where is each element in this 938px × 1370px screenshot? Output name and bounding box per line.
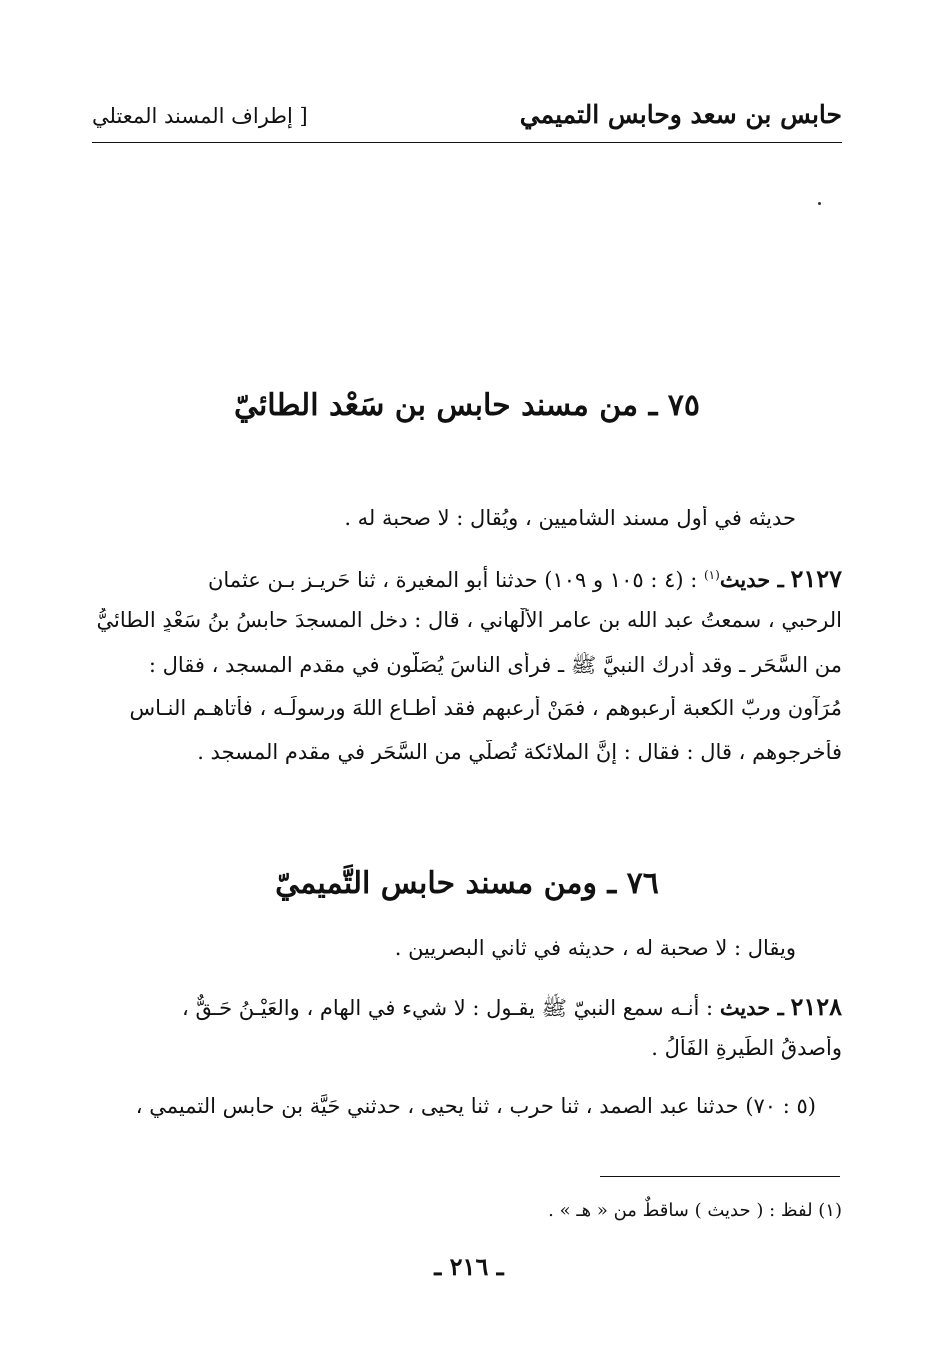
footnote: (١) لفظ : ( حديث ) ساقطٌ من « هـ » .: [548, 1200, 842, 1221]
hadith-2128-line-1: [92, 992, 842, 1026]
hadith-text: : أنـه سمع النبيّ ﷺ يقـول : لا شيء في الهام ، والعَيْـنُ حَـقٌّ ،: [182, 996, 720, 1020]
isnad-line: (٥ : ٧٠) حدثنا عبد الصمد ، ثنا حرب ، ثنا يحيى ، حدثني حَيَّة بن حابس التميمي ،: [135, 1094, 816, 1118]
section-76-title: ٧٦ ـ ومن مسند حابس التَّميميّ: [275, 866, 659, 901]
speck-mark: [818, 202, 821, 205]
hadith-2127-line-2: الرحبي ، سمعتُ عبد الله بن عامر الألْهاني ، قال : دخل المسجدَ حابسُ بنُ سَعْدٍ الطائيُّ: [96, 608, 842, 632]
hadith-keyword: ـ حديث: [719, 567, 784, 592]
header-title-right: حابس بن سعد وحابس التميمي: [519, 100, 842, 129]
footnote-rule: [600, 1176, 840, 1177]
hadith-keyword: ـ حديث: [719, 995, 784, 1020]
hadith-text: : (٤ : ١٠٥ و ١٠٩) حدثنا أبو المغيرة ، ثنا حَريـز بـن عثمان: [207, 568, 704, 592]
hadith-2127-line-5: فأخرجوهم ، قال : فقال : إنَّ الملائكة تُصلّي من السَّحَر في مقدم المسجد .: [197, 740, 842, 764]
running-header: [92, 96, 842, 143]
footnote-marker: (١): [703, 568, 720, 582]
page-number: ـ ٢١٦ ـ: [434, 1252, 504, 1281]
header-title-left: [ إطراف المسند المعتلي: [92, 104, 308, 128]
section-76-intro: ويقال : لا صحبة له ، حديثه في ثاني البصريين .: [394, 936, 796, 960]
hadith-number: ٢١٢٧: [790, 564, 842, 593]
hadith-2127-line-1: [92, 564, 842, 593]
section-75-intro: حديثه في أول مسند الشاميين ، ويُقال : لا صحبة له .: [344, 506, 796, 530]
hadith-2127-line-3: من السَّحَر ـ وقد أدرك النبيَّ ﷺ ـ فرأى الناسَ يُصَلُّون في مقدم المسجد ، فقال :: [148, 653, 842, 677]
hadith-2128-line-2: وأصدقُ الطِّيرةِ الفَألُ .: [651, 1036, 842, 1060]
section-75-title: ٧٥ ـ من مسند حابس بن سَعْد الطائيّ: [233, 388, 701, 423]
hadith-2127-line-4: مُرَآون وربّ الكعبة أرعبوهم ، فمَنْ أرعبهم فقد أطـاع اللهَ ورسولَـه ، فأتاهـم النـاس: [129, 696, 842, 720]
hadith-number: ٢١٢٨: [790, 992, 842, 1021]
